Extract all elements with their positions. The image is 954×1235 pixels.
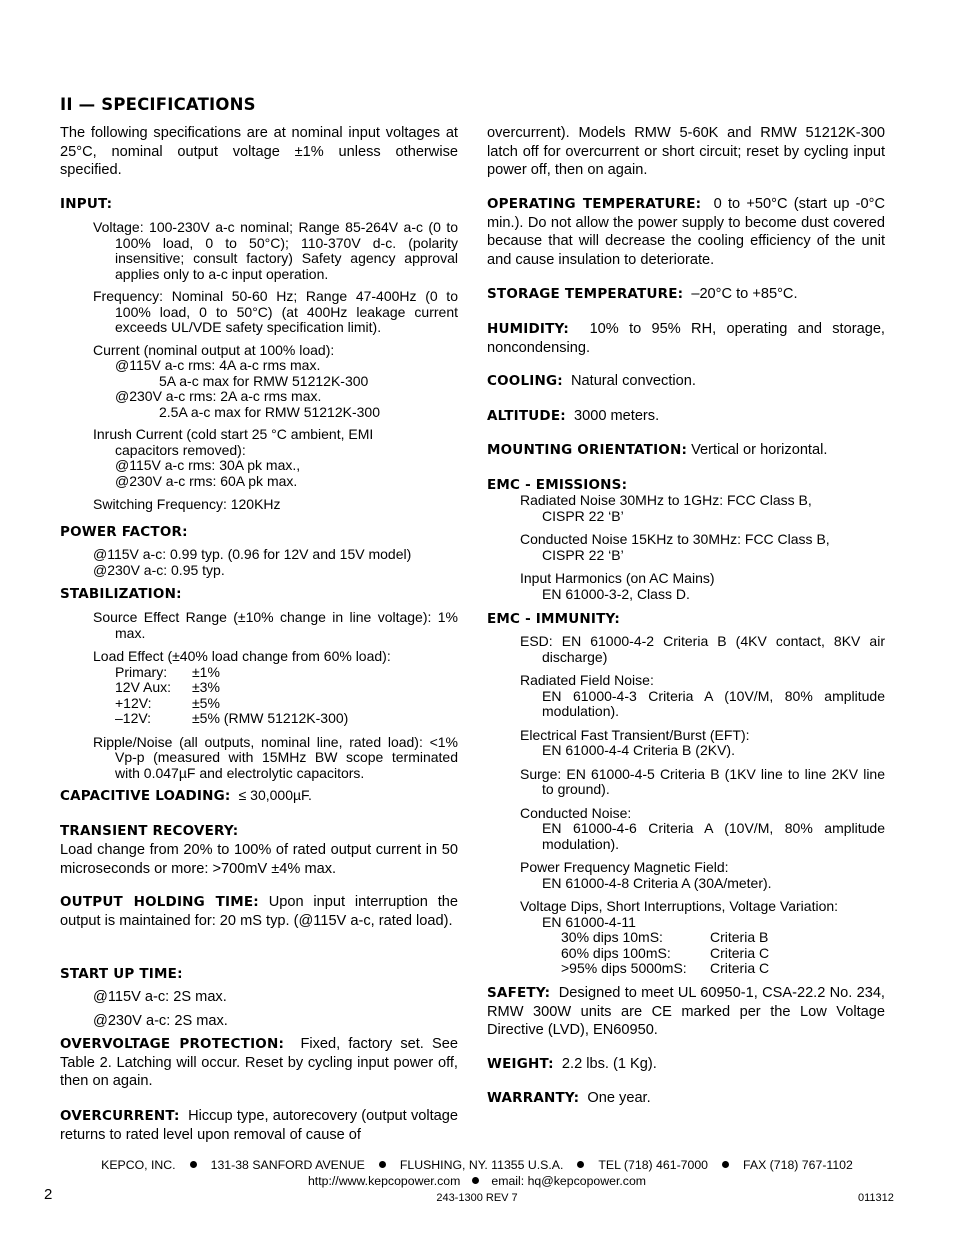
operating-temperature: OPERATING TEMPERATURE: 0 to +50°C (start up -0°C min.). Do not allow the power supply to become dust covered because that will decrease the cooling efficiency of the unit and cause insulation to deteriorate. xyxy=(487,196,885,268)
emissions-line: Input Harmonics (on AC Mains) xyxy=(520,570,715,586)
emissions-heading: EMC - EMISSIONS: xyxy=(487,477,628,493)
input-voltage: Voltage: 100-230V a-c nominal; Range 85-264V a-c (0 to 100% load, 0 to 50°C); 110-370V d-c. (polarity insensitive; consult factory) Safety agency approval applies only to a-c input operation. xyxy=(93,219,458,282)
emissions-line: CISPR 22 ‘B’ xyxy=(542,507,624,524)
inrush-line: @230V a-c rms: 60A pk max. xyxy=(115,472,298,489)
input-current-line: 5A a-c max for RMW 51212K-300 xyxy=(159,372,369,389)
startup-line: @230V a-c: 2S max. xyxy=(93,1013,228,1029)
power-factor-line: @230V a-c: 0.95 typ. xyxy=(93,561,225,578)
cooling: COOLING: Natural convection. xyxy=(487,373,696,389)
inrush-line: capacitors removed): xyxy=(115,441,246,458)
transient-heading: TRANSIENT RECOVERY: xyxy=(60,823,239,839)
immunity-text: EN 61000-4-3 Criteria A (10V/M, 80% amplitude modulation). xyxy=(542,687,885,719)
startup-heading: START UP TIME: xyxy=(60,966,183,982)
immunity-text: EN 61000-4-6 Criteria A (10V/M, 80% amplitude modulation). xyxy=(542,820,885,852)
doc-id: 243-1300 REV 7 xyxy=(436,1192,518,1204)
date-code: 011312 xyxy=(858,1192,894,1204)
immunity-title: Electrical Fast Transient/Burst (EFT): xyxy=(520,726,750,743)
bullet-icon xyxy=(190,1161,197,1168)
immunity-text: EN 61000-4-8 Criteria A (30A/meter). xyxy=(542,874,772,891)
input-current-line: @115V a-c rms: 4A a-c rms max. xyxy=(115,357,321,373)
footer-contact: KEPCO, INC. 131-38 SANFORD AVENUE FLUSHING, NY. 11355 U.S.A. TEL (718) 461-7000 FAX (718) 767-1102 xyxy=(101,1158,853,1172)
ripple-noise: Ripple/Noise (all outputs, nominal line, rated load): <1% Vp-p (measured with 15MHz BW scope terminated with 0.047µF and electrolytic capacitors. xyxy=(93,733,458,781)
load-effect-row: Primary: ±1% xyxy=(115,663,220,680)
power-factor-heading: POWER FACTOR: xyxy=(60,524,188,540)
section-title: II — SPECIFICATIONS xyxy=(60,95,256,114)
humidity: HUMIDITY: 10% to 95% RH, operating and storage, noncondensing. xyxy=(487,321,885,356)
immunity-text: EN 61000-4-4 Criteria B (2KV). xyxy=(542,742,735,758)
intro-paragraph: The following specifications are at nominal input voltages at 25°C, nominal output voltage ±1% unless otherwise specified. xyxy=(60,125,458,178)
capacitive-loading: CAPACITIVE LOADING: ≤ 30,000µF. xyxy=(60,787,312,804)
dips-row: >95% dips 5000mS: Criteria C xyxy=(561,960,770,976)
stabilization-heading: STABILIZATION: xyxy=(60,586,182,602)
bullet-icon xyxy=(379,1161,386,1168)
immunity-heading: EMC - IMMUNITY: xyxy=(487,611,620,627)
weight: WEIGHT: 2.2 lbs. (1 Kg). xyxy=(487,1056,657,1072)
footer-web xyxy=(0,1173,954,1190)
dips-row: 60% dips 100mS: Criteria C xyxy=(561,944,770,961)
mounting-orientation: MOUNTING ORIENTATION: Vertical or horizontal. xyxy=(487,442,828,458)
overcurrent-continued: overcurrent). Models RMW 5-60K and RMW 51212K-300 latch off for overcurrent or short circuit; reset by cycling input power off, then on again. xyxy=(487,125,885,178)
input-current-title: Current (nominal output at 100% load): xyxy=(93,341,335,358)
input-current-line: 2.5A a-c max for RMW 51212K-300 xyxy=(159,403,380,420)
input-current-line: @230V a-c rms: 2A a-c rms max. xyxy=(115,388,322,404)
bullet-icon xyxy=(722,1161,729,1168)
transient-text: Load change from 20% to 100% of rated output current in 50 microseconds or more: >700mV ±4% max. xyxy=(60,842,458,877)
page-number: 2 xyxy=(44,1186,53,1203)
website-link[interactable]: http://www.kepcopower.com xyxy=(307,1174,461,1188)
startup-line: @115V a-c: 2S max. xyxy=(93,989,227,1005)
immunity-title: Power Frequency Magnetic Field: xyxy=(520,859,729,875)
immunity-title: Conducted Noise: xyxy=(520,804,632,821)
load-effect-title: Load Effect (±40% load change from 60% load): xyxy=(93,648,391,664)
warranty: WARRANTY: One year. xyxy=(487,1090,651,1106)
input-frequency: Frequency: Nominal 50-60 Hz; Range 47-400Hz (0 to 100% load, 0 to 50°C) (at 400Hz leakage current exceeds UL/VDE safety specification limit). xyxy=(93,288,458,335)
bullet-icon xyxy=(577,1161,584,1168)
source-effect: Source Effect Range (±10% change in line voltage): 1% max. xyxy=(93,609,458,641)
immunity-esd: ESD: EN 61000-4-2 Criteria B (4KV contact, 8KV air discharge) xyxy=(520,633,885,665)
storage-temperature: STORAGE TEMPERATURE: –20°C to +85°C. xyxy=(487,286,798,302)
emissions-line: Radiated Noise 30MHz to 1GHz: FCC Class B, xyxy=(520,492,812,508)
immunity-title: Radiated Field Noise: xyxy=(520,672,654,688)
dips-row: 30% dips 10mS: Criteria B xyxy=(561,929,769,945)
input-heading: INPUT: xyxy=(60,196,113,212)
emissions-line: Conducted Noise 15KHz to 30MHz: FCC Class B, xyxy=(520,531,830,547)
emissions-line: EN 61000-3-2, Class D. xyxy=(542,585,690,602)
altitude: ALTITUDE: 3000 meters. xyxy=(487,408,660,424)
load-effect-row: +12V: ±5% xyxy=(115,694,220,711)
holding-time: OUTPUT HOLDING TIME: Upon input interruption the output is maintained for: 20 mS typ. (@115V a-c, rated load). xyxy=(60,894,458,929)
load-effect-row: 12V Aux: ±3% xyxy=(115,679,220,695)
immunity-title: Voltage Dips, Short Interruptions, Voltage Variation: xyxy=(520,898,839,914)
immunity-text: EN 61000-4-11 xyxy=(542,913,636,930)
email-link[interactable]: email: hq@kepcopower.com xyxy=(491,1174,647,1188)
overvoltage-protection: OVERVOLTAGE PROTECTION: Fixed, factory set. See Table 2. Latching will occur. Reset by cycling input power off, then on again. xyxy=(60,1036,458,1089)
overcurrent: OVERCURRENT: Hiccup type, autorecovery (output voltage returns to rated level upon removal of cause of xyxy=(60,1108,458,1143)
inrush-line: @115V a-c rms: 30A pk max., xyxy=(115,457,301,473)
load-effect-row: –12V: ±5% (RMW 51212K-300) xyxy=(115,710,349,726)
switching-frequency: Switching Frequency: 120KHz xyxy=(93,496,281,512)
bullet-icon xyxy=(472,1177,479,1184)
immunity-surge: Surge: EN 61000-4-5 Criteria B (1KV line to line 2KV line to ground). xyxy=(520,765,885,797)
power-factor-line: @115V a-c: 0.99 typ. (0.96 for 12V and 15V model) xyxy=(93,546,412,562)
safety: SAFETY: Designed to meet UL 60950-1, CSA-22.2 No. 234, RMW 300W units are CE marked per the Low Voltage Directive (LVD), EN60950. xyxy=(487,985,885,1038)
inrush-title: Inrush Current (cold start 25 °C ambient, EMI xyxy=(93,426,374,442)
emissions-line: CISPR 22 ‘B’ xyxy=(542,546,624,563)
